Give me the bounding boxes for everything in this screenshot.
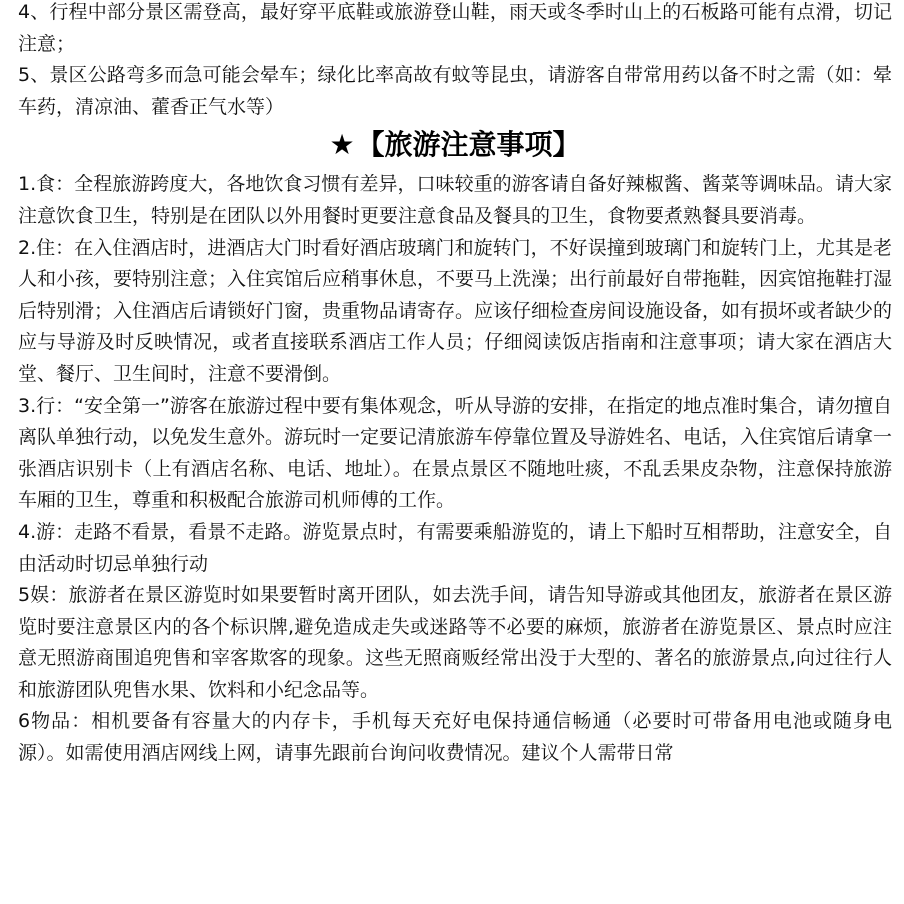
- section-heading-title: 【旅游注意事项】: [356, 128, 581, 162]
- intro-paragraph-5: 5、景区公路弯多而急可能会晕车；绿化比率高故有蚊等昆虫，请游客自带常用药以备不时之需（如：晕车药，清凉油、藿香正气水等）: [18, 64, 892, 118]
- star-icon: ★: [329, 128, 355, 162]
- paragraph-food: 1.食：全程旅游跨度大，各地饮食习惯有差异，口味较重的游客请自备好辣椒酱、酱菜等调味品。请大家注意饮食卫生，特别是在团队以外用餐时更要注意食品及餐具的卫生，食物要煮熟餐具要消毒。: [18, 173, 892, 227]
- paragraph-entertainment: 5娱：旅游者在景区游览时如果要暂时离开团队，如去洗手间，请告知导游或其他团友，旅游者在景区游览时要注意景区内的各个标识牌,避免造成走失或迷路等不必要的麻烦，旅游者在游览景区、景点时应注意无照游商围追兜售和宰客欺客的现象。这些无照商贩经常出没于大型的、著名的旅游景点,向过往行人和旅游团队兜售水果、饮料和小纪念品等。: [18, 584, 892, 701]
- paragraph-belongings: 6物品：相机要备有容量大的内存卡，手机每天充好电保持通信畅通（必要时可带备用电池或随身电源）。如需使用酒店网线上网，请事先跟前台询问收费情况。建议个人需带日常: [18, 710, 892, 765]
- paragraph-lodging: 2.住：在入住酒店时，进酒店大门时看好酒店玻璃门和旋转门，不好误撞到玻璃门和旋转门上，尤其是老人和小孩，要特别注意；入住宾馆后应稍事休息，不要马上洗澡；出行前最好自带拖鞋，因宾馆拖鞋打湿后特别滑；入住酒店后请锁好门窗，贵重物品请寄存。应该仔细检查房间设施设备，如有损坏或者缺少的应与导游及时反映情况，或者直接联系酒店工作人员；仔细阅读饭店指南和注意事项；请大家在酒店大堂、餐厅、卫生间时，注意不要滑倒。: [18, 236, 893, 385]
- paragraph-travel: 3.行：“安全第一”游客在旅游过程中要有集体观念，听从导游的安排，在指定的地点准时集合，请勿擅自离队单独行动，以免发生意外。游玩时一定要记清旅游车停靠位置及导游姓名、电话，入住宾馆后请拿一张酒店识别卡（上有酒店名称、电话、地址）。在景点景区不随地吐痰，不乱丢果皮杂物，注意保持旅游车厢的卫生，尊重和积极配合旅游司机师傅的工作。: [18, 394, 893, 512]
- paragraph-touring: 4.游：走路不看景，看景不走路。游览景点时，有需要乘船游览的，请上下船时互相帮助，注意安全，自由活动时切忌单独行动: [18, 520, 892, 575]
- intro-paragraph-4: 4、行程中部分景区需登高，最好穿平底鞋或旅游登山鞋，雨天或冬季时山上的石板路可能有点滑，切记注意；: [18, 1, 892, 55]
- section-heading: [18, 125, 892, 165]
